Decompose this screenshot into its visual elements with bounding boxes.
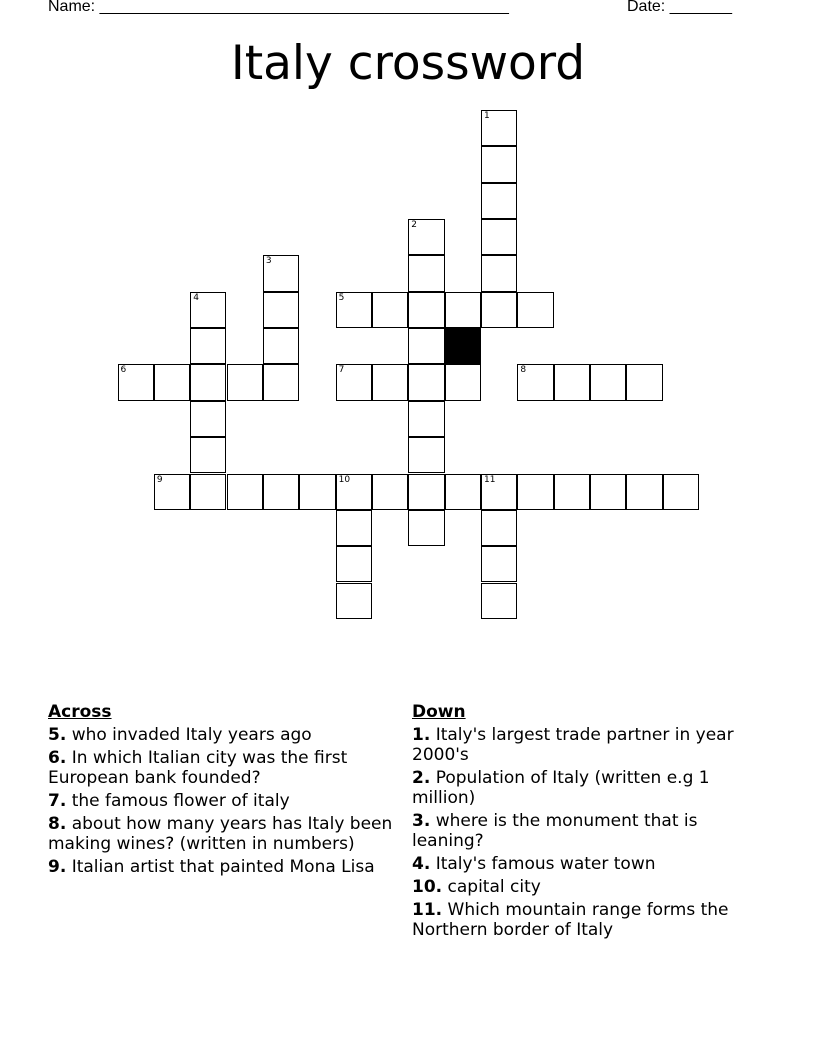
clue-text: who invaded Italy years ago xyxy=(71,725,312,745)
grid-cell[interactable] xyxy=(154,474,190,510)
grid-cell[interactable] xyxy=(190,437,226,473)
grid-cell[interactable] xyxy=(336,364,372,400)
grid-cell[interactable] xyxy=(336,583,372,619)
grid-cell[interactable] xyxy=(481,474,517,510)
grid-cell[interactable] xyxy=(408,510,444,546)
grid-cell[interactable] xyxy=(408,292,444,328)
clue-down-11 xyxy=(412,900,757,940)
clue-number-label: 3 xyxy=(265,256,272,267)
name-field[interactable]: Name: ______________________________________________ xyxy=(48,0,509,15)
grid-cell[interactable] xyxy=(372,364,408,400)
clue-number: 8. xyxy=(48,814,67,834)
clue-text: Italy's largest trade partner in year 2000's xyxy=(412,725,734,765)
clue-text: Italian artist that painted Mona Lisa xyxy=(71,857,375,877)
grid-cell[interactable] xyxy=(554,364,590,400)
down-clues xyxy=(412,702,757,943)
clue-across-6 xyxy=(48,748,393,788)
clue-down-3 xyxy=(412,811,757,851)
across-heading: Across xyxy=(48,702,112,722)
clue-text: Population of Italy (written e.g 1 million) xyxy=(412,768,710,808)
grid-cell[interactable] xyxy=(626,474,662,510)
grid-cell[interactable] xyxy=(481,219,517,255)
grid-cell[interactable] xyxy=(263,328,299,364)
clue-number: 2. xyxy=(412,768,431,788)
clue-across-8 xyxy=(48,814,393,854)
date-field[interactable]: Date: _______ xyxy=(627,0,732,15)
clue-number-label: 2 xyxy=(411,220,418,231)
clue-number: 1. xyxy=(412,725,431,745)
grid-cell[interactable] xyxy=(445,292,481,328)
grid-cell[interactable] xyxy=(227,364,263,400)
clue-text: about how many years has Italy been making wines? (written in numbers) xyxy=(48,814,393,854)
grid-cell[interactable] xyxy=(336,510,372,546)
grid-cell[interactable] xyxy=(481,292,517,328)
grid-cell[interactable] xyxy=(517,292,553,328)
grid-cell[interactable] xyxy=(227,474,263,510)
clue-number: 3. xyxy=(412,811,431,831)
grid-cell[interactable] xyxy=(590,364,626,400)
grid-cell[interactable] xyxy=(336,474,372,510)
grid-cell[interactable] xyxy=(408,364,444,400)
grid-cell[interactable] xyxy=(663,474,699,510)
grid-cell[interactable] xyxy=(299,474,335,510)
clue-text: where is the monument that is leaning? xyxy=(412,811,698,851)
grid-cell[interactable] xyxy=(372,474,408,510)
grid-cell[interactable] xyxy=(481,510,517,546)
clue-number-label: 11 xyxy=(484,474,496,485)
grid-cell[interactable] xyxy=(517,474,553,510)
grid-cell[interactable] xyxy=(263,292,299,328)
clue-number: 6. xyxy=(48,748,67,768)
grid-cell[interactable] xyxy=(481,146,517,182)
grid-cell[interactable] xyxy=(554,474,590,510)
clue-text: In which Italian city was the first European bank founded? xyxy=(48,748,348,788)
down-heading: Down xyxy=(412,702,466,722)
clue-down-1 xyxy=(412,725,757,765)
clue-number-label: 6 xyxy=(120,365,127,376)
grid-cell[interactable] xyxy=(408,474,444,510)
grid-cell[interactable] xyxy=(190,364,226,400)
grid-cell[interactable] xyxy=(336,292,372,328)
grid-cell[interactable] xyxy=(408,401,444,437)
clue-number-label: 10 xyxy=(338,474,351,485)
grid-cell[interactable] xyxy=(445,364,481,400)
grid-cell[interactable] xyxy=(408,437,444,473)
grid-cell[interactable] xyxy=(263,364,299,400)
grid-cell[interactable] xyxy=(336,546,372,582)
black-cell xyxy=(445,328,481,364)
clue-number: 7. xyxy=(48,791,67,811)
grid-cell[interactable] xyxy=(481,583,517,619)
clue-number: 4. xyxy=(412,854,431,874)
clue-text: the famous flower of italy xyxy=(71,791,290,811)
clue-down-4 xyxy=(412,854,757,874)
clue-across-7 xyxy=(48,791,393,811)
grid-cell[interactable] xyxy=(481,255,517,291)
page-title: Italy crossword xyxy=(230,36,586,91)
grid-cell[interactable] xyxy=(481,110,517,146)
clue-text: Italy's famous water town xyxy=(435,854,656,874)
grid-cell[interactable] xyxy=(517,364,553,400)
clue-down-10 xyxy=(412,877,757,897)
clue-number-label: 9 xyxy=(156,474,163,485)
clue-number: 9. xyxy=(48,857,67,877)
clue-across-9 xyxy=(48,857,393,877)
clue-number-label: 1 xyxy=(484,111,490,121)
grid-cell[interactable] xyxy=(408,255,444,291)
clue-across-5 xyxy=(48,725,393,745)
across-clues xyxy=(48,702,393,880)
grid-cell[interactable] xyxy=(263,474,299,510)
grid-cell[interactable] xyxy=(190,328,226,364)
grid-cell[interactable] xyxy=(154,364,190,400)
grid-cell[interactable] xyxy=(372,292,408,328)
grid-cell[interactable] xyxy=(190,401,226,437)
clue-number-label: 8 xyxy=(520,365,527,376)
grid-cell[interactable] xyxy=(481,183,517,219)
clue-number-label: 7 xyxy=(338,365,345,376)
clue-number: 11. xyxy=(412,900,443,920)
clue-number: 10. xyxy=(412,877,443,897)
clue-text: Which mountain range forms the Northern border of Italy xyxy=(412,900,729,940)
grid-cell[interactable] xyxy=(408,328,444,364)
grid-cell[interactable] xyxy=(408,219,444,255)
grid-cell[interactable] xyxy=(118,364,154,400)
grid-cell[interactable] xyxy=(445,474,481,510)
grid-cell[interactable] xyxy=(190,474,226,510)
clue-down-2 xyxy=(412,768,757,808)
grid-cell[interactable] xyxy=(626,364,662,400)
grid-cell[interactable] xyxy=(263,255,299,291)
grid-cell[interactable] xyxy=(481,546,517,582)
clue-number-label: 5 xyxy=(338,292,345,303)
clue-number-label: 4 xyxy=(193,292,199,303)
grid-cell[interactable] xyxy=(190,292,226,328)
grid-cell[interactable] xyxy=(590,474,626,510)
clue-number: 5. xyxy=(48,725,67,745)
clue-text: capital city xyxy=(447,877,541,897)
